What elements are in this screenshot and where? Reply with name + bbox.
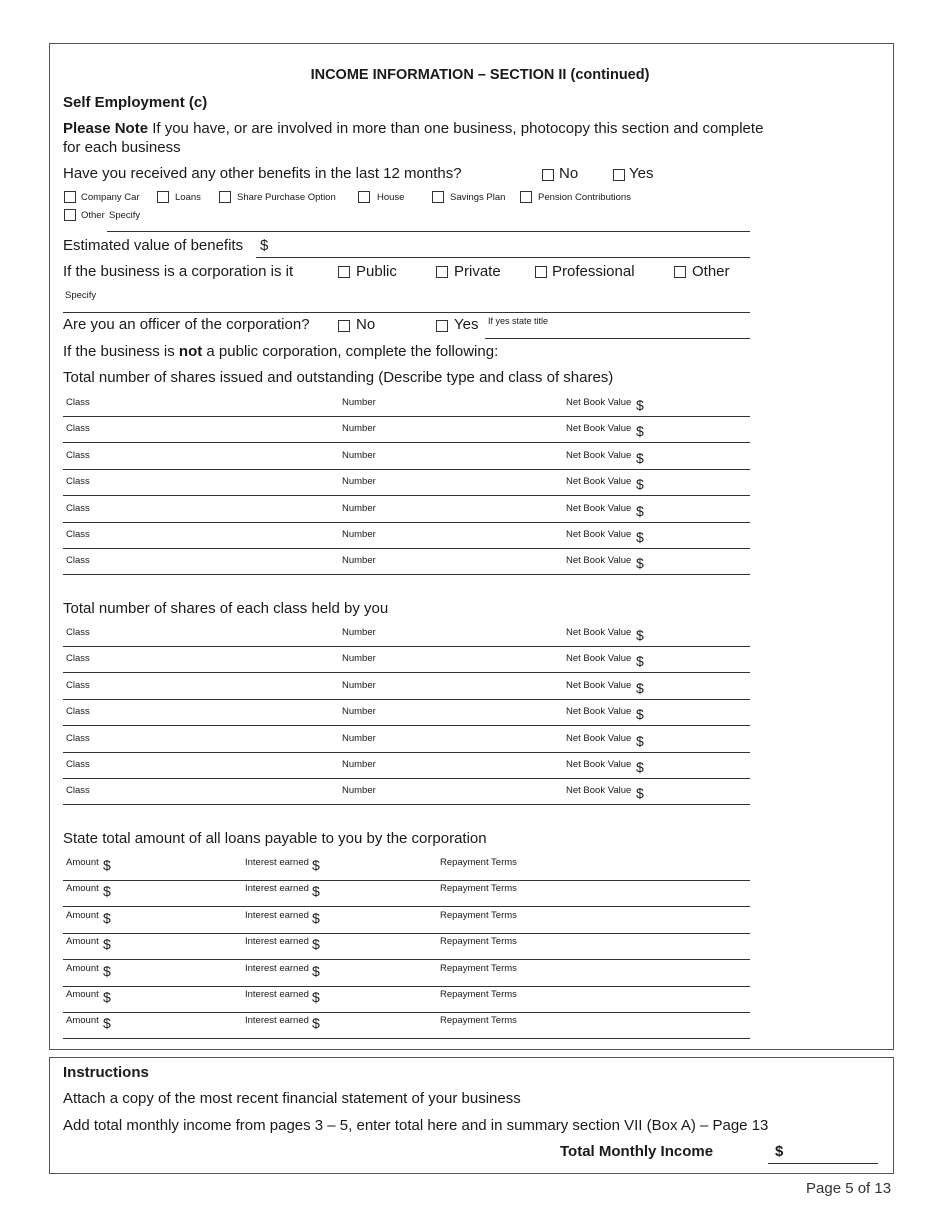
net-book-value-currency: $ [636,555,644,572]
table-row-line[interactable] [63,672,750,673]
interest-earned-label: Interest earned [245,883,309,895]
interest-currency: $ [312,936,320,953]
class-label: Class [66,555,90,567]
amount-currency: $ [103,936,111,953]
net-book-value-currency: $ [636,449,644,466]
table-row-line[interactable] [63,495,750,496]
benefits-question: Have you received any other benefits in the last 12 months? [63,165,462,182]
net-book-value-label: Net Book Value [566,732,632,744]
table-row-line[interactable] [63,804,750,805]
net-book-value-currency: $ [636,397,644,413]
corp-specify-line[interactable] [63,312,750,313]
class-label: Class [66,423,90,435]
net-book-value-label: Net Book Value [566,653,632,665]
amount-label: Amount [66,962,99,974]
private-checkbox[interactable] [436,266,448,278]
professional-checkbox[interactable] [535,266,547,278]
other-corp-label: Other [692,263,730,280]
net-book-value-currency: $ [636,653,644,670]
loans-label: Loans [175,192,201,203]
interest-currency: $ [312,883,320,900]
company-car-checkbox[interactable] [64,191,76,203]
interest-earned-label: Interest earned [245,936,309,948]
table-row-line[interactable] [63,646,750,647]
net-book-value-label: Net Book Value [566,759,632,770]
instructions-box [49,1057,894,1174]
officer-yes-checkbox[interactable] [436,320,448,332]
amount-currency: $ [103,989,111,1005]
note-line-2: for each business [63,139,181,156]
pension-checkbox[interactable] [520,191,532,203]
benefits-no-checkbox[interactable] [542,169,554,181]
amount-currency: $ [103,857,111,873]
number-label: Number [342,627,376,638]
number-label: Number [342,449,376,461]
class-label: Class [66,397,90,408]
repayment-terms-label: Repayment Terms [440,936,517,948]
number-label: Number [342,423,376,435]
class-label: Class [66,706,90,718]
repayment-terms-label: Repayment Terms [440,857,517,868]
amount-label: Amount [66,989,99,1000]
amount-label: Amount [66,1015,99,1027]
page-number: Page 5 of 13 [806,1180,892,1197]
net-book-value-label: Net Book Value [566,502,632,514]
amount-currency: $ [103,1015,111,1032]
number-label: Number [342,502,376,514]
number-label: Number [342,732,376,744]
other-specify-label: Specify [109,210,141,221]
table-row-line[interactable] [63,416,750,417]
class-label: Class [66,449,90,461]
interest-earned-label: Interest earned [245,857,309,868]
officer-no-label: No [356,316,376,333]
private-label: Private [454,263,501,280]
instructions-title: Instructions [63,1064,149,1081]
table-row-line[interactable] [63,574,750,575]
class-label: Class [66,476,90,488]
net-book-value-currency: $ [636,502,644,519]
pension-label: Pension Contributions [538,192,631,203]
estimated-value-line[interactable] [256,257,750,258]
amount-label: Amount [66,857,99,868]
corp-specify-label: Specify [65,290,97,301]
total-monthly-income-line[interactable] [768,1163,878,1164]
class-label: Class [66,759,90,770]
officer-title-label: If yes state title [488,316,549,326]
repayment-terms-label: Repayment Terms [440,962,517,974]
savings-plan-label: Savings Plan [450,192,506,203]
officer-title-line[interactable] [485,338,750,339]
interest-earned-label: Interest earned [245,909,309,921]
class-label: Class [66,653,90,665]
benefits-yes-label: Yes [629,165,654,182]
net-book-value-label: Net Book Value [566,529,632,540]
table-row-line[interactable] [63,699,750,700]
corporation-question: If the business is a corporation is it [63,263,294,280]
class-label: Class [66,732,90,744]
professional-label: Professional [552,263,635,280]
class-label: Class [66,679,90,691]
net-book-value-currency: $ [636,785,644,802]
net-book-value-label: Net Book Value [566,397,632,408]
officer-no-checkbox[interactable] [338,320,350,332]
net-book-value-label: Net Book Value [566,706,632,718]
interest-earned-label: Interest earned [245,1015,309,1027]
class-label: Class [66,529,90,540]
amount-label: Amount [66,936,99,948]
interest-currency: $ [312,989,320,1005]
total-monthly-income-currency: $ [775,1143,784,1160]
net-book-value-currency: $ [636,732,644,749]
amount-label: Amount [66,909,99,921]
house-label: House [377,192,405,203]
net-book-value-currency: $ [636,706,644,723]
number-label: Number [342,759,376,770]
table-row-line[interactable] [63,522,750,523]
number-label: Number [342,785,376,797]
share-purchase-label: Share Purchase Option [237,192,336,203]
repayment-terms-label: Repayment Terms [440,883,517,895]
table-row-line[interactable] [63,933,750,934]
net-book-value-label: Net Book Value [566,679,632,691]
other-benefit-checkbox[interactable] [64,209,76,221]
class-label: Class [66,785,90,797]
number-label: Number [342,476,376,488]
amount-label: Amount [66,883,99,895]
net-book-value-currency: $ [636,759,644,775]
estimated-value-label: Estimated value of benefits [63,237,244,254]
other-specify-line[interactable] [107,231,750,232]
table-row-line[interactable] [63,1012,750,1013]
share-purchase-checkbox[interactable] [219,191,231,203]
interest-currency: $ [312,857,320,873]
subsection-title: Self Employment (c) [63,94,208,111]
number-label: Number [342,529,376,540]
table-row-line[interactable] [63,725,750,726]
table-row-line[interactable] [63,906,750,907]
table-row-line[interactable] [63,469,750,470]
estimated-value-currency: $ [260,237,269,254]
number-label: Number [342,653,376,665]
public-checkbox[interactable] [338,266,350,278]
net-book-value-label: Net Book Value [566,627,632,638]
repayment-terms-label: Repayment Terms [440,909,517,921]
company-car-label: Company Car [81,192,140,203]
note-line-1: Please Note If you have, or are involved in more than one business, photocopy this section and complete [63,120,764,137]
net-book-value-currency: $ [636,679,644,696]
number-label: Number [342,706,376,718]
repayment-terms-label: Repayment Terms [440,1015,517,1027]
table-row-line[interactable] [63,959,750,960]
house-checkbox[interactable] [358,191,370,203]
not-public-instruction: If the business is not a public corporation, complete the following: [63,343,499,360]
net-book-value-currency: $ [636,476,644,493]
number-label: Number [342,555,376,567]
amount-currency: $ [103,909,111,926]
net-book-value-label: Net Book Value [566,555,632,567]
net-book-value-label: Net Book Value [566,785,632,797]
instructions-line-1: Attach a copy of the most recent financial statement of your business [63,1090,521,1107]
savings-plan-checkbox[interactable] [432,191,444,203]
table-row-line[interactable] [63,752,750,753]
net-book-value-label: Net Book Value [566,476,632,488]
amount-currency: $ [103,962,111,979]
table-row-line[interactable] [63,548,750,549]
net-book-value-label: Net Book Value [566,423,632,435]
other-corp-checkbox[interactable] [674,266,686,278]
instructions-line-2: Add total monthly income from pages 3 – 5, enter total here and in summary section VII (Box A) – Page 13 [63,1117,769,1134]
net-book-value-currency: $ [636,423,644,440]
interest-currency: $ [312,962,320,979]
shares-issued-title: Total number of shares issued and outstanding (Describe type and class of shares) [63,369,614,386]
table-row-line[interactable] [63,986,750,987]
total-monthly-income-label: Total Monthly Income [560,1143,714,1160]
table-row-line[interactable] [63,880,750,881]
number-label: Number [342,679,376,691]
officer-yes-label: Yes [454,316,479,333]
officer-question: Are you an officer of the corporation? [63,316,310,333]
class-label: Class [66,502,90,514]
public-label: Public [356,263,397,280]
loans-checkbox[interactable] [157,191,169,203]
amount-currency: $ [103,883,111,900]
net-book-value-label: Net Book Value [566,449,632,461]
other-benefit-label: Other [81,210,105,221]
table-row-line[interactable] [63,778,750,779]
interest-currency: $ [312,1015,320,1032]
net-book-value-currency: $ [636,529,644,545]
interest-currency: $ [312,909,320,926]
shares-held-title: Total number of shares of each class held by you [63,600,389,617]
loans-title: State total amount of all loans payable to you by the corporation [63,830,487,847]
net-book-value-currency: $ [636,627,644,643]
benefits-yes-checkbox[interactable] [613,169,625,181]
class-label: Class [66,627,90,638]
repayment-terms-label: Repayment Terms [440,989,517,1000]
interest-earned-label: Interest earned [245,962,309,974]
section-title: INCOME INFORMATION – SECTION II (continued) [310,67,650,83]
table-row-line[interactable] [63,442,750,443]
benefits-no-label: No [559,165,579,182]
interest-earned-label: Interest earned [245,989,309,1000]
number-label: Number [342,397,376,408]
table-row-line[interactable] [63,1038,750,1039]
